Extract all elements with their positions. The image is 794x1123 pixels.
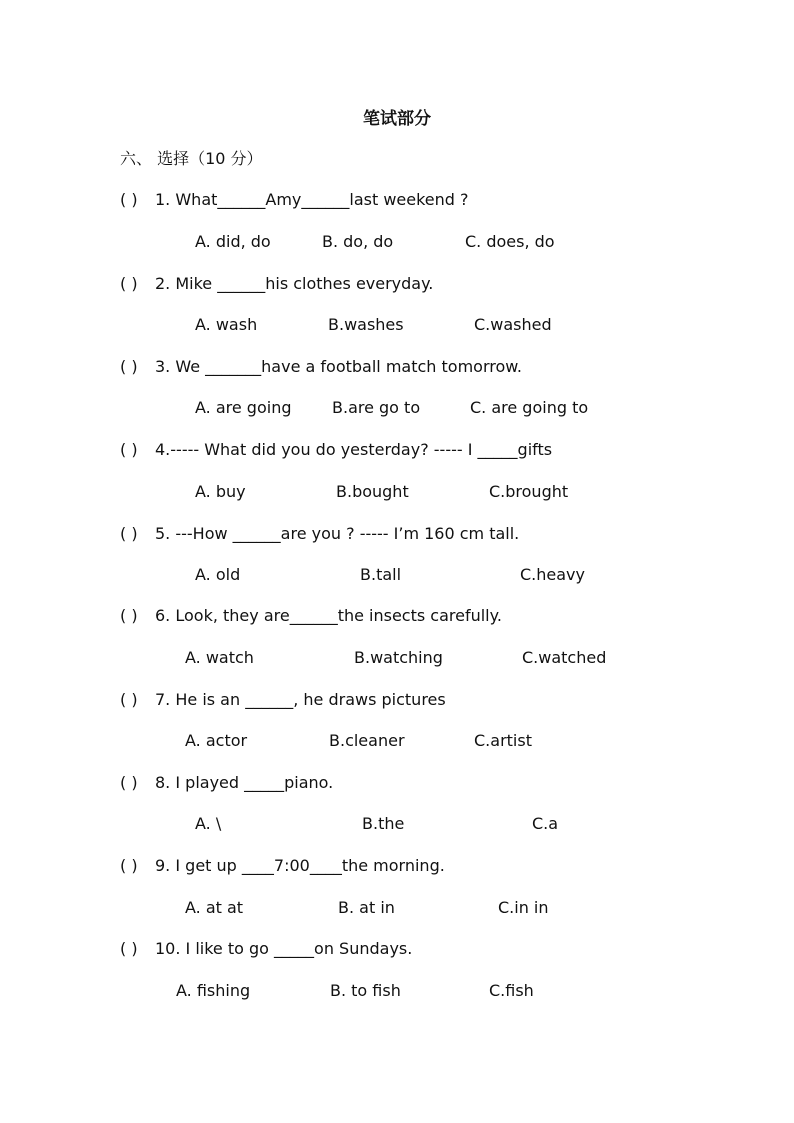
answer-blank: ( ) xyxy=(120,856,138,875)
question-text: 8. I played _____piano. xyxy=(155,773,334,792)
answer-option: A. wash xyxy=(195,315,258,334)
answer-option: C.brought xyxy=(489,482,569,501)
answer-blank: ( ) xyxy=(120,773,138,792)
answer-option: C.watched xyxy=(522,648,607,667)
answer-option: C.artist xyxy=(474,731,532,750)
answer-blank: ( ) xyxy=(120,939,138,958)
answer-blank: ( ) xyxy=(120,440,138,459)
answer-option: B. to fish xyxy=(330,981,401,1000)
answer-blank: ( ) xyxy=(120,357,138,376)
answer-option: C. are going to xyxy=(470,398,589,417)
answer-option: B.tall xyxy=(360,565,402,584)
answer-option: A. did, do xyxy=(195,232,271,251)
answer-blank: ( ) xyxy=(120,274,138,293)
answer-option: A. fishing xyxy=(176,981,251,1000)
question-text: 6. Look, they are______the insects carefully. xyxy=(155,606,502,625)
answer-option: B.bought xyxy=(336,482,409,501)
answer-option: B.washes xyxy=(328,315,404,334)
answer-option: B. do, do xyxy=(322,232,394,251)
answer-option: C.washed xyxy=(474,315,552,334)
answer-option: A. actor xyxy=(185,731,248,750)
question-text: 4.----- What did you do yesterday? ----- I _____gifts xyxy=(155,440,553,459)
answer-blank: ( ) xyxy=(120,190,138,209)
answer-blank: ( ) xyxy=(120,524,138,543)
section-heading: 六、 选择（10 分） xyxy=(120,149,263,168)
answer-option: A. \ xyxy=(195,814,222,833)
answer-option: C. does, do xyxy=(465,232,555,251)
question-text: 7. He is an ______, he draws pictures xyxy=(155,690,446,709)
answer-option: C.a xyxy=(532,814,559,833)
answer-blank: ( ) xyxy=(120,606,138,625)
answer-option: C.fish xyxy=(489,981,534,1000)
answer-option: B.watching xyxy=(354,648,443,667)
question-text: 10. I like to go _____on Sundays. xyxy=(155,939,413,958)
answer-option: C.in in xyxy=(498,898,549,917)
answer-option: A. are going xyxy=(195,398,292,417)
question-text: 2. Mike ______his clothes everyday. xyxy=(155,274,434,293)
answer-option: A. buy xyxy=(195,482,246,501)
page-title: 笔试部分 xyxy=(363,109,431,129)
answer-option: B.cleaner xyxy=(329,731,405,750)
answer-blank: ( ) xyxy=(120,690,138,709)
question-text: 3. We _______have a football match tomorrow. xyxy=(155,357,522,376)
answer-option: A. at at xyxy=(185,898,244,917)
answer-option: B. at in xyxy=(338,898,395,917)
answer-option: B.are go to xyxy=(332,398,421,417)
answer-option: C.heavy xyxy=(520,565,585,584)
question-text: 9. I get up ____7:00____the morning. xyxy=(155,856,445,875)
answer-option: A. watch xyxy=(185,648,254,667)
answer-option: B.the xyxy=(362,814,405,833)
question-text: 1. What______Amy______last weekend ? xyxy=(155,190,469,209)
question-text: 5. ---How ______are you ? ----- I’m 160 cm tall. xyxy=(155,524,520,543)
answer-option: A. old xyxy=(195,565,241,584)
